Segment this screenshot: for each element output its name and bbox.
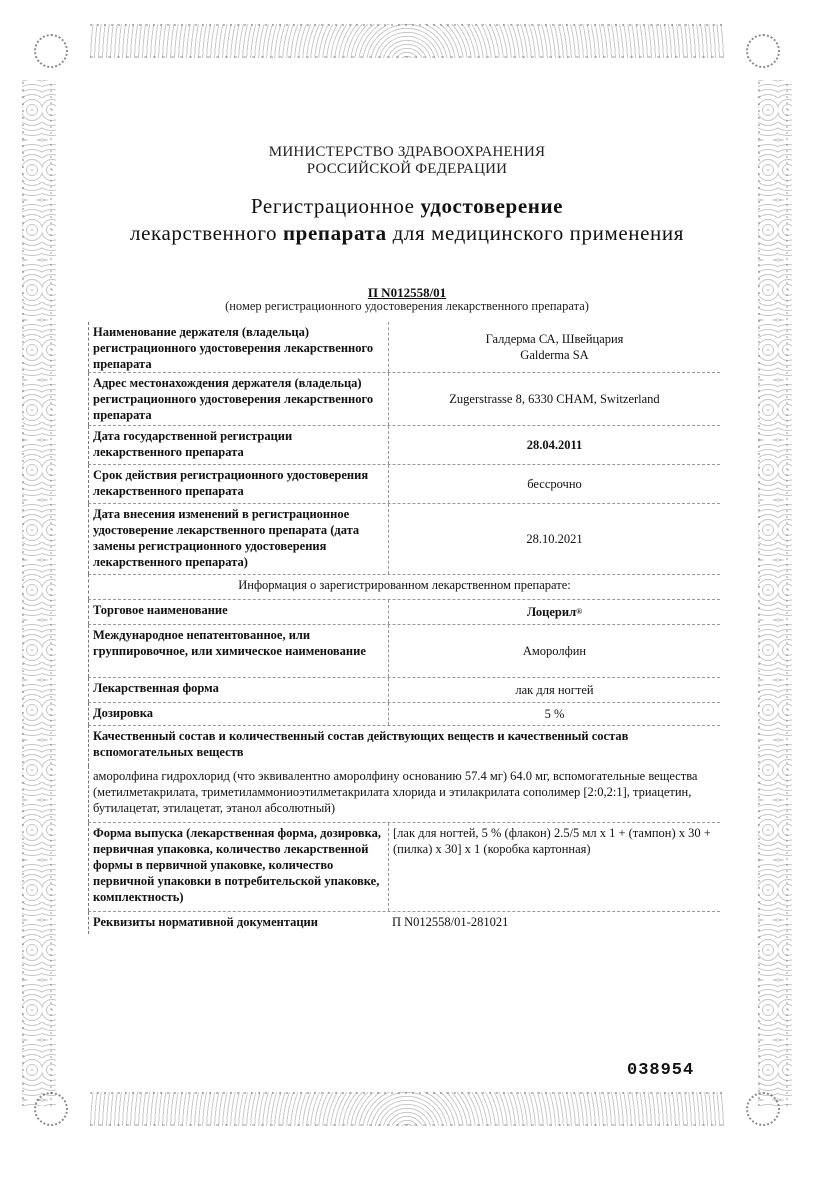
info-heading: Информация о зарегистрированном лекарственном препарате:: [88, 574, 720, 599]
composition-heading: Качественный состав и количественный состав действующих веществ и качественный состав вспомогательных веществ: [93, 729, 629, 759]
table-row-release-form: [88, 822, 720, 911]
title-part: Регистрационное: [250, 194, 421, 218]
row-label: Дозировка: [88, 703, 388, 725]
holder-name-en: Galderma SA: [520, 348, 589, 362]
border-top-ornament: [90, 24, 724, 58]
composition-text-row: [88, 766, 720, 822]
row-label: Наименование держателя (владельца) регистрационного удостоверения лекарственного препарата: [88, 322, 388, 372]
rosette-icon: [34, 1092, 68, 1126]
row-label: Международное непатентованное, или группировочное, или химическое наименование: [88, 625, 388, 677]
rosette-icon: [746, 1092, 780, 1126]
row-value: [388, 600, 720, 624]
composition-text: аморолфина гидрохлорид (что эквивалентно аморолфину основанию 57.4 мг) 64.0 мг, вспомогательные вещества (метилметакрилата, триметиламмониоэтилметакрилата хлорида и этилакрилата сополимер [2:0,2:1], триацетин, бутилацетат, этилацетат, этанол абсолютный): [93, 769, 698, 815]
holder-name-ru: Галдерма СА, Швейцария: [485, 332, 624, 346]
row-value: Zugerstrasse 8, 6330 CHAM, Switzerland: [388, 373, 720, 425]
table-row-holder-name: [88, 322, 720, 372]
table-row-changes-date: [88, 503, 720, 574]
title-part: лекарственного: [130, 221, 283, 245]
ministry-line-1: МИНИСТЕРСТВО ЗДРАВООХРАНЕНИЯ: [268, 144, 546, 160]
ministry-header: [0, 144, 814, 178]
row-value: 28.10.2021: [388, 504, 720, 574]
title-part-bold: препарата: [282, 221, 387, 245]
registered-mark: ®: [576, 607, 583, 616]
registration-number-caption: (номер регистрационного удостоверения лекарственного препарата): [225, 299, 589, 313]
serial-number: 038954: [627, 1061, 695, 1080]
row-value: 5 %: [388, 703, 720, 725]
rosette-icon: [34, 34, 68, 68]
row-label: Форма выпуска (лекарственная форма, дозировка, первичная упаковка, количество лекарственной формы в первичной упаковке, количество первичной упаковки в потребительской упаковке, комплектность): [88, 823, 388, 911]
row-label: Реквизиты нормативной документации: [88, 912, 388, 934]
rosette-icon: [746, 34, 780, 68]
registration-number: П N012558/01: [367, 285, 447, 300]
row-value: [лак для ногтей, 5 % (флакон) 2.5/5 мл x 1 + (тампон) x 30 + (пилка) x 30] x 1 (коробка картонная): [388, 823, 720, 911]
row-label: Лекарственная форма: [88, 678, 388, 702]
table-row-normative-docs: [88, 911, 720, 934]
composition-heading-row: [88, 725, 720, 766]
row-value: лак для ногтей: [388, 678, 720, 702]
row-label: Срок действия регистрационного удостоверения лекарственного препарата: [88, 465, 388, 503]
table-row-dosage-form: [88, 677, 720, 702]
row-label: Торговое наименование: [88, 600, 388, 624]
title-part-bold: удостоверение: [420, 194, 564, 218]
table-row-registration-date: [88, 425, 720, 464]
table-row-inn: [88, 624, 720, 677]
table-row-holder-address: [88, 372, 720, 425]
row-value: бессрочно: [388, 465, 720, 503]
trade-name: Лоцерил: [526, 605, 577, 619]
document-title: [0, 193, 814, 247]
row-value: [388, 322, 720, 372]
ministry-line-2: РОССИЙСКОЙ ФЕДЕРАЦИИ: [306, 161, 508, 177]
table-row-dosage: [88, 702, 720, 725]
row-label: Дата внесения изменений в регистрационное удостоверение лекарственного препарата (дата замены регистрационного удостоверения лекарственного препарата): [88, 504, 388, 574]
row-value: П N012558/01-281021: [392, 915, 509, 929]
row-label: Дата государственной регистрации лекарственного препарата: [88, 426, 388, 464]
row-label: Адрес местонахождения держателя (владельца) регистрационного удостоверения лекарственного препарата: [88, 373, 388, 425]
row-value: Аморолфин: [388, 625, 720, 677]
certificate-table: [88, 322, 720, 934]
table-row-validity: [88, 464, 720, 503]
row-value: 28.04.2011: [388, 426, 720, 464]
title-part: для медицинского применения: [386, 221, 684, 245]
border-bottom-ornament: [90, 1092, 724, 1126]
table-row-trade-name: [88, 599, 720, 624]
